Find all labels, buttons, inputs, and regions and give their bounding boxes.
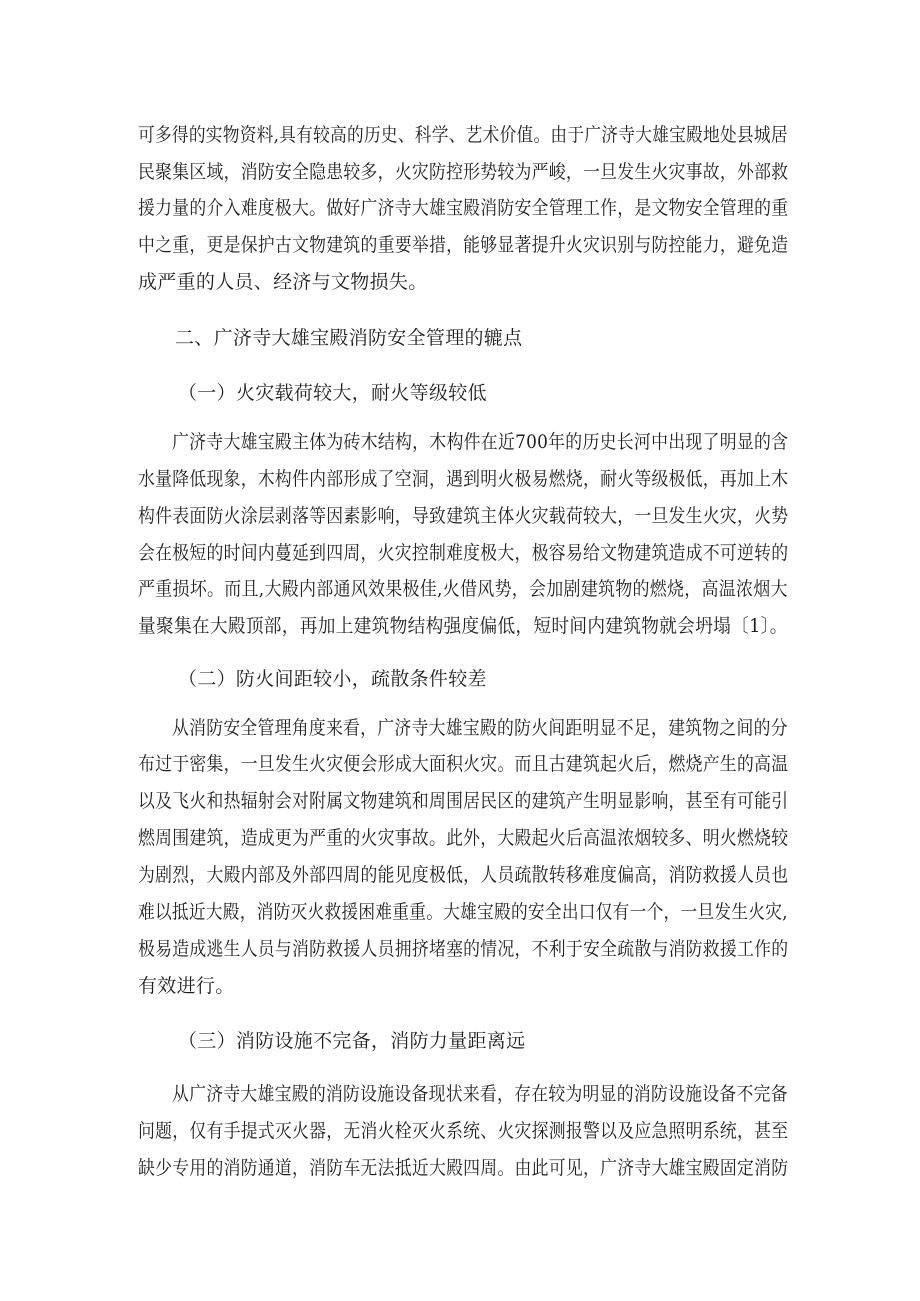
subsection-2-line-1: 从消防安全管理角度来看，广济寺大雄宝殿的防火间距明显不足，建筑物之间的分 bbox=[172, 717, 788, 739]
subsection-3-line-2: 问题，仅有手提式灭火器，无消火栓灭火系统、火灾探测报警以及应急照明系统，甚至 bbox=[138, 1120, 789, 1142]
subsection-2-line-6: 难以抵近大殿，消防灭火救援困难重重。大雄宝殿的安全出口仅有一个，一旦发生火灾, bbox=[138, 901, 788, 923]
subsection-2-line-3: 以及飞火和热辐射会对附属文物建筑和周围居民区的建筑产生明显影响，甚至有可能引 bbox=[138, 790, 789, 812]
subsection-2-line-8: 有效进行。 bbox=[138, 975, 235, 997]
subsection-1-heading: （一）火灾载荷较大，耐火等级较低 bbox=[178, 382, 487, 404]
subsection-1-line-6: 量聚集在大殿顶部，再加上建筑物结构强度偏低，短时间内建筑物就会坍塌〔1〕。 bbox=[138, 615, 788, 637]
intro-line-2: 民聚集区域，消防安全隐患较多，火灾防控形势较为严峻，一旦发生火灾事故，外部救 bbox=[138, 161, 789, 183]
subsection-1-line-5: 严重损坏。而且,大殿内部通风效果极佳,火借风势，会加剧建筑物的燃烧，高温浓烟大 bbox=[138, 578, 788, 600]
subsection-1-line-4: 会在极短的时间内蔓延到四周，火灾控制难度极大，极容易给文物建筑造成不可逆转的 bbox=[138, 542, 789, 564]
subsection-2-line-5: 为剧烈，大殿内部及外部四周的能见度极低，人员疏散转移难度偏高，消防救援人员也 bbox=[138, 864, 789, 886]
intro-line-5: 成严重的人员、经济与文物损失。 bbox=[138, 271, 428, 293]
subsection-2-heading: （二）防火间距较小，疏散条件较差 bbox=[178, 668, 487, 690]
subsection-1-line-2: 水量降低现象，木构件内部形成了空洞，遇到明火极易燃烧，耐火等级极低，再加上木 bbox=[138, 468, 789, 490]
intro-line-3: 援力量的介入难度极大。做好广济寺大雄宝殿消防安全管理工作，是文物安全管理的重 bbox=[138, 197, 789, 219]
subsection-1-line-3: 构件表面防火涂层剥落等因素影响，导致建筑主体火灾载荷较大，一旦发生火灾，火势 bbox=[138, 505, 789, 527]
section-heading: 二、广济寺大雄宝殿消防安全管理的辘点 bbox=[175, 327, 523, 349]
subsection-2-line-4: 燃周围建筑，造成更为严重的火灾事故。此外，大殿起火后高温浓烟较多、明火燃烧较 bbox=[138, 827, 789, 849]
subsection-3-heading: （三）消防设施不完备，消防力量距离远 bbox=[178, 1030, 526, 1052]
subsection-3-line-1: 从广济寺大雄宝殿的消防设施设备现状来看，存在较为明显的消防设施设备不完备 bbox=[172, 1083, 788, 1105]
subsection-2-line-2: 布过于密集，一旦发生火灾便会形成大面积火灾。而且古建筑起火后，燃烧产生的高温 bbox=[138, 753, 789, 775]
subsection-2-line-7: 极易造成逃生人员与消防救援人员拥挤堵塞的情况，不利于安全疏散与消防救援工作的 bbox=[138, 938, 789, 960]
intro-line-1: 可多得的实物资料,具有较高的历史、科学、艺术价值。由于广济寺大雄宝殿地处县城居 bbox=[138, 124, 788, 146]
subsection-3-line-3: 缺少专用的消防通道，消防车无法抵近大殿四周。由此可见，广济寺大雄宝殿固定消防 bbox=[138, 1157, 789, 1179]
intro-line-4: 中之重，更是保护古文物建筑的重要举措，能够显著提升火灾识别与防控能力，避免造 bbox=[138, 234, 789, 256]
subsection-1-line-1: 广济寺大雄宝殿主体为砖木结构，木构件在近700年的历史长河中出现了明显的含 bbox=[172, 431, 789, 453]
